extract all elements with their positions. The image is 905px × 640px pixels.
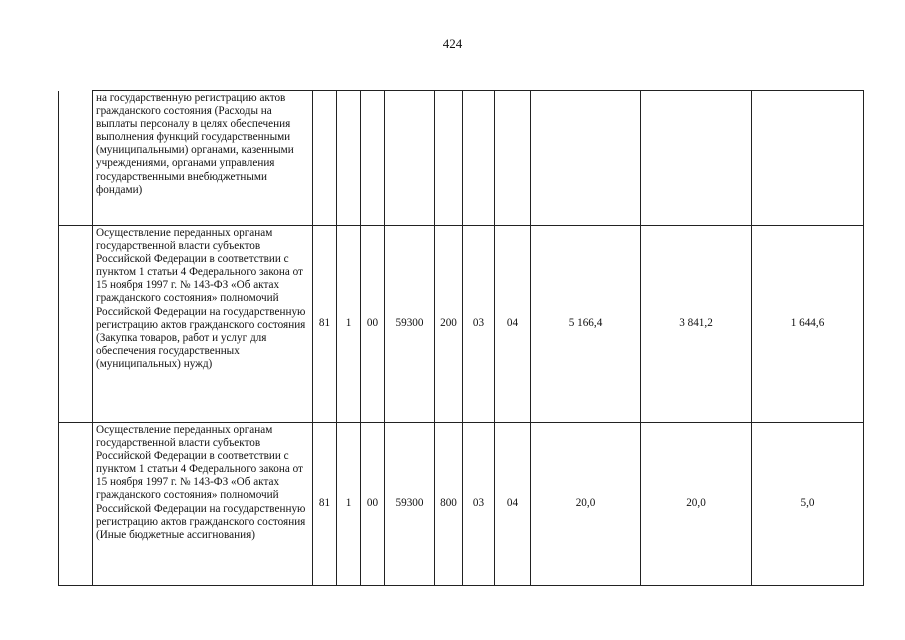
description-cell: Осуществление переданных органам государственной власти субъектов Российской Федерации в соответствии с пунктом 1 статьи 4 Федерального закона от 15 ноября 1997 г. № 143-ФЗ «Об актах гражданского состояния» полномочий Российской Федерации на государственную регистрацию актов гражданского состояния (Иные бюджетные ассигнования) (93, 423, 313, 586)
code-cell-d: 59300 (385, 423, 435, 586)
table-row (59, 226, 864, 423)
code-cell-g (495, 91, 531, 226)
code-cell-b: 1 (337, 226, 361, 423)
code-cell-a (313, 91, 337, 226)
code-cell-c: 00 (361, 423, 385, 586)
code-cell-g: 04 (495, 226, 531, 423)
code-cell-e: 800 (435, 423, 463, 586)
code-cell-b: 1 (337, 423, 361, 586)
row-number-cell (59, 423, 93, 586)
amount-cell-1: 20,0 (531, 423, 641, 586)
code-cell-a: 81 (313, 423, 337, 586)
code-cell-d: 59300 (385, 226, 435, 423)
row-number-cell (59, 91, 93, 226)
amount-cell-1 (531, 91, 641, 226)
code-cell-f: 03 (463, 226, 495, 423)
code-cell-e: 200 (435, 226, 463, 423)
page-number: 424 (442, 36, 463, 51)
description-cell: на государственную регистрацию актов гражданского состояния (Расходы на выплаты персоналу в целях обеспечения выполнения функций государственными (муниципальными) органами, казенными учреждениями, органами управления государственными внебюджетными фондами) (93, 91, 313, 226)
code-cell-g: 04 (495, 423, 531, 586)
amount-cell-3: 5,0 (752, 423, 864, 586)
table-row (59, 423, 864, 586)
code-cell-d (385, 91, 435, 226)
code-cell-f (463, 91, 495, 226)
budget-table (58, 90, 864, 586)
code-cell-c (361, 91, 385, 226)
code-cell-e (435, 91, 463, 226)
amount-cell-3: 1 644,6 (752, 226, 864, 423)
code-cell-f: 03 (463, 423, 495, 586)
code-cell-a: 81 (313, 226, 337, 423)
amount-cell-1: 5 166,4 (531, 226, 641, 423)
code-cell-b (337, 91, 361, 226)
code-cell-c: 00 (361, 226, 385, 423)
table-row (59, 91, 864, 226)
row-number-cell (59, 226, 93, 423)
amount-cell-2: 20,0 (641, 423, 752, 586)
amount-cell-2 (641, 91, 752, 226)
amount-cell-2: 3 841,2 (641, 226, 752, 423)
amount-cell-3 (752, 91, 864, 226)
description-cell: Осуществление переданных органам государственной власти субъектов Российской Федерации в соответствии с пунктом 1 статьи 4 Федерального закона от 15 ноября 1997 г. № 143-ФЗ «Об актах гражданского состояния» полномочий Российской Федерации на государственную регистрацию актов гражданского состояния (Закупка товаров, работ и услуг для обеспечения государственных (муниципальных) нужд) (93, 226, 313, 423)
